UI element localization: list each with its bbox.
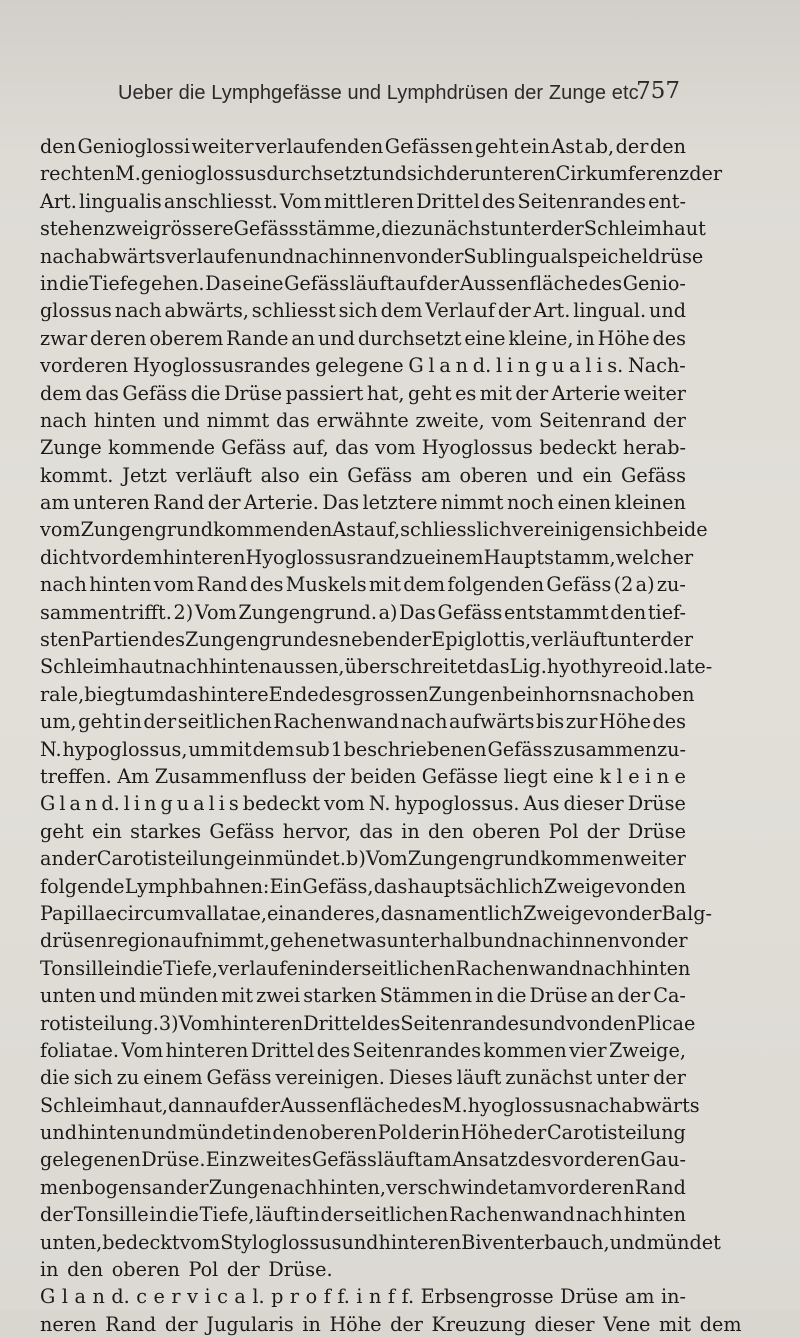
text-line: Zunge kommende Gefäss auf, das vom Hyoglossus bedeckt herab-	[40, 436, 686, 460]
page-header	[118, 78, 680, 118]
text-line: N. hypoglossus, um mit dem sub 1 beschriebenen Gefäss zusammenzu-	[40, 737, 686, 761]
text-line: nach hinten vom Rand des Muskels mit dem folgenden Gefäss (2 a) zu-	[40, 573, 686, 597]
text-line: am unteren Rand der Arterie. Das letztere nimmt noch einen kleinen	[40, 491, 686, 515]
text-line: in den oberen Pol der Drüse.	[40, 1258, 333, 1282]
text-line: menbogens an der Zunge nach hinten, verschwindet am vorderen Rand	[40, 1175, 686, 1199]
text-line: den Genioglossi weiter verlaufenden Gefässen geht ein Ast ab, der den	[40, 135, 686, 158]
body-text	[40, 133, 742, 1338]
text-line: Tonsille in die Tiefe, verlaufen in der seitlichen Rachenwand nach hinten	[40, 956, 691, 980]
text-line: glossus nach abwärts, schliesst sich dem Verlauf der Art. lingual. und	[40, 299, 686, 323]
text-line: sten Partien des Zungengrundes neben der Epiglottis, verläuft unter der	[40, 628, 694, 652]
text-line: rale, biegt um das hintere Ende des grossen Zungenbeinhorns nach oben	[40, 682, 695, 706]
text-line: G l a n d. l i n g u a l i s bedeckt vom N. hypoglossus. Aus dieser Drüse	[40, 792, 686, 816]
text-line: drüsenregion aufnimmt, gehen etwas unterhalb und nach innen von der	[40, 929, 688, 953]
text-line: stehen zwei grössere Gefässstämme, die zunächst unter der Schleimhaut	[40, 217, 706, 241]
page-number: 757	[636, 78, 680, 104]
text-line: vom Zungengrund kommenden Ast auf, schliesslich vereinigen sich beide	[40, 518, 708, 542]
text-line: Schleimhaut, dann auf der Aussenfläche des M. hyoglossus nach abwärts	[40, 1093, 700, 1117]
text-line: vorderen Hyoglossusrandes gelegene G l a n d. l i n g u a l i s. Nach-	[40, 354, 686, 378]
text-line: die sich zu einem Gefäss vereinigen. Dieses läuft zunächst unter der	[40, 1066, 686, 1090]
text-line: rechten M. genioglossus durchsetzt und sich der unteren Cirkumferenz der	[40, 162, 723, 186]
text-line: unten und münden mit zwei starken Stämmen in die Drüse an der Ca-	[40, 984, 686, 1008]
text-line: Papillae circumvallatae, ein anderes, das namentlich Zweige von der Balg-	[40, 901, 712, 925]
text-line: treffen. Am Zusammenfluss der beiden Gefässe liegt eine k l e i n e	[40, 764, 686, 788]
text-line: und hinten und mündet in den oberen Pol der in Höhe der Carotisteilung	[40, 1121, 686, 1145]
text-line: folgende Lymphbahnen: Ein Gefäss, das hauptsächlich Zweige von den	[40, 874, 686, 898]
text-line: dem das Gefäss die Drüse passiert hat, geht es mit der Arterie weiter	[40, 381, 686, 405]
running-title: Ueber die Lymphgefässe und Lymphdrüsen der Zunge etc.	[118, 82, 645, 104]
text-line: der Tonsille in die Tiefe, läuft in der seitlichen Rachenwand nach hinten	[40, 1203, 686, 1227]
text-line: in die Tiefe gehen. Das eine Gefäss läuft auf der Aussenfläche des Genio-	[40, 271, 686, 295]
text-line: neren Rand der Jugularis in Höhe der Kreuzung dieser Vene mit dem	[40, 1312, 742, 1336]
text-line: gelegenen Drüse. Ein zweites Gefäss läuft am Ansatz des vorderen Gau-	[40, 1148, 686, 1172]
text-line: zwar deren oberem Rande an und durchsetzt eine kleine, in Höhe des	[40, 326, 686, 350]
text-line: unten, bedeckt vom Styloglossus und hinteren Biventerbauch, und mündet	[40, 1230, 721, 1254]
text-line: dicht vor dem hinteren Hyoglossusrand zu einem Hauptstamm, welcher	[40, 545, 694, 569]
text-line: um, geht in der seitlichen Rachenwand nach aufwärts bis zur Höhe des	[40, 710, 686, 734]
text-line: an der Carotisteilung einmündet. b) Vom Zungengrund kommen weiter	[40, 847, 686, 871]
text-line: kommt. Jetzt verläuft also ein Gefäss am oberen und ein Gefäss	[40, 463, 686, 487]
text-line: geht ein starkes Gefäss hervor, das in den oberen Pol der Drüse	[40, 819, 686, 843]
text-line: rotisteilung. 3) Vom hinteren Drittel des Seitenrandes und von den Plicae	[40, 1011, 696, 1035]
text-line: nach hinten und nimmt das erwähnte zweite, vom Seitenrand der	[40, 408, 686, 432]
text-line: sammentrifft. 2) Vom Zungengrund. a) Das Gefäss entstammt den tief-	[40, 600, 686, 624]
text-line: Schleimhaut nach hinten aussen, überschreitet das Lig. hyothyreoid. late-	[40, 655, 713, 679]
text-line: Art. lingualis anschliesst. Vom mittleren Drittel des Seitenrandes ent-	[40, 189, 686, 213]
text-line: G l a n d. c e r v i c a l. p r o f f. i n f f. Erbsengrosse Drüse am in-	[40, 1285, 686, 1309]
text-line: foliatae. Vom hinteren Drittel des Seitenrandes kommen vier Zweige,	[40, 1038, 686, 1062]
text-line: nach abwärts verlaufen und nach innen von der Sublingualspeicheldrüse	[40, 244, 704, 268]
